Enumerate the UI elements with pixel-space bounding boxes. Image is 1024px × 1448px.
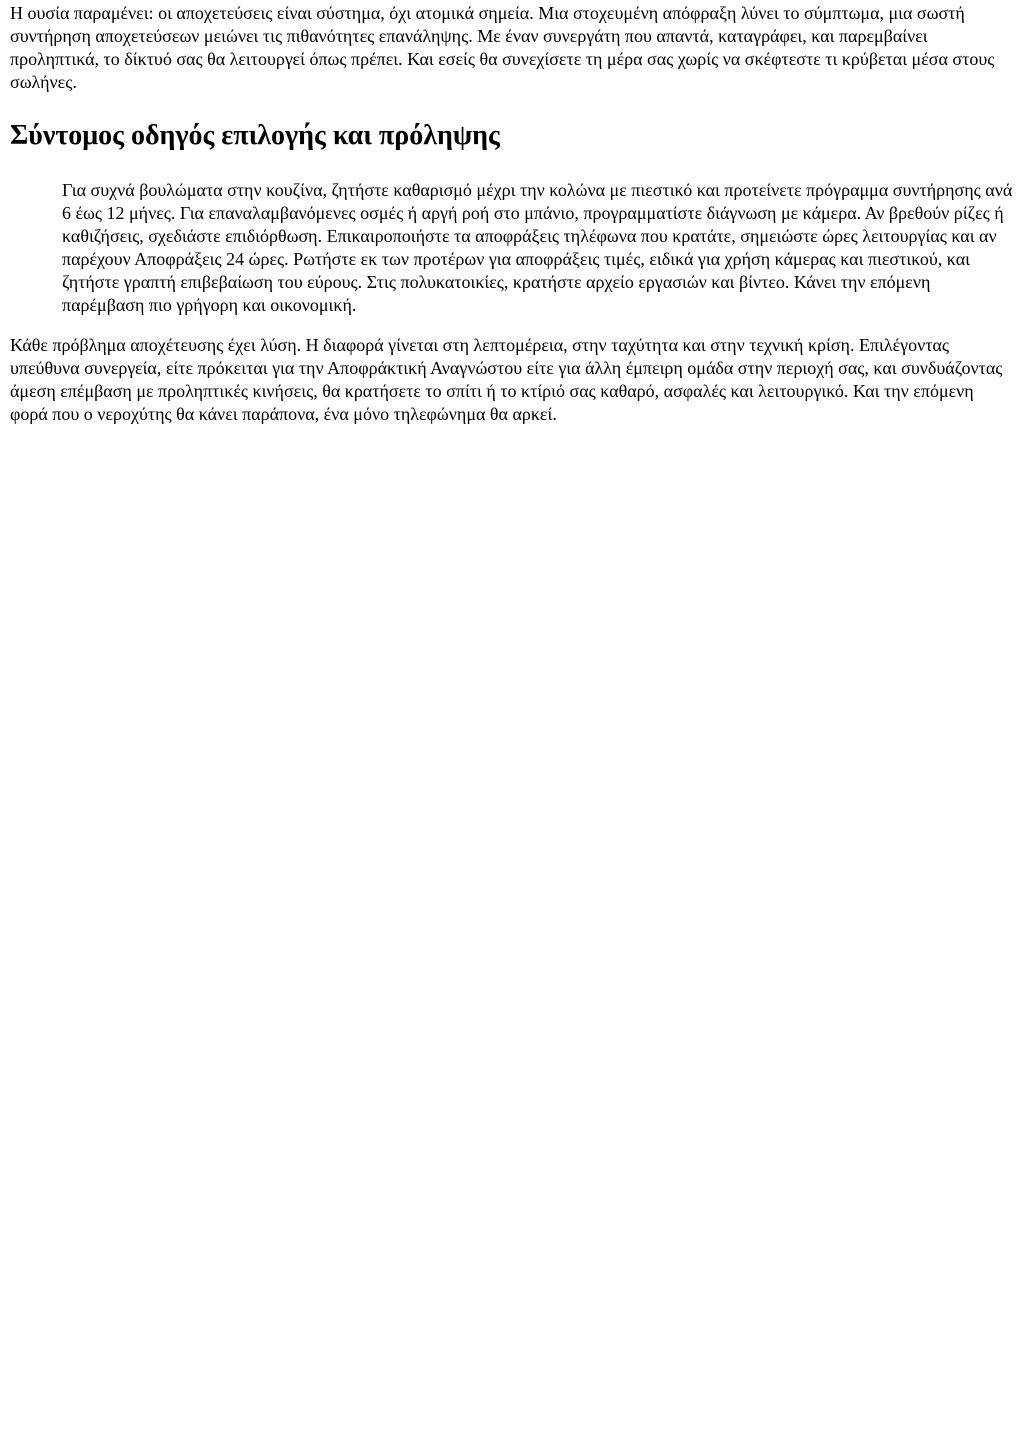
section-heading: Σύντομος οδηγός επιλογής και πρόληψης <box>10 120 500 151</box>
guide-paragraph: Για συχνά βουλώματα στην κουζίνα, ζητήστε καθαρισμό μέχρι την κολώνα με πιεστικό και προτείνετε πρόγραμμα συντήρησης ανά 6 έως 12 μήνες. Για επαναλαμβανόμενες οσμές ή αργή ροή στο μπάνιο, προγραμματίστε διάγνωση με κάμερα. Αν βρεθούν ρίζες ή καθιζήσεις, σχεδιάστε επιδιόρθωση. Επικαιροποιήστε τα αποφράξεις τηλέφωνα που κρατάτε, σημειώστε ώρες λειτουργίας και αν παρέχουν Αποφράξεις 24 ώρες. Ρωτήστε εκ των προτέρων για αποφράξεις τιμές, ειδικά για χρήση κάμερας και πιεστικού, και ζητήστε γραπτή επιβεβαίωση του εύρους. Στις πολυκατοικίες, κρατήστε αρχείο εργασιών και βίντεο. Κάνει την επόμενη παρέμβαση πιο γρήγορη και οικονομική. <box>62 180 1013 315</box>
article-page <box>0 0 1024 426</box>
closing-paragraph: Κάθε πρόβλημα αποχέτευσης έχει λύση. Η διαφορά γίνεται στη λεπτομέρεια, στην ταχύτητα και στην τεχνική κρίση. Επιλέγοντας υπεύθυνα συνεργεία, είτε πρόκειται για την Αποφράκτική Αναγνώστου είτε για άλλη έμπειρη ομάδα στην περιοχή σας, και συνδυάζοντας άμεση επέμβαση με προληπτικές κινήσεις, θα κρατήσετε το σπίτι ή το κτίριό σας καθαρό, ασφαλές και λειτουργικό. Και την επόμενη φορά που ο νεροχύτης θα κάνει παράπονα, ένα μόνο τηλεφώνημα θα αρκεί. <box>10 335 1003 424</box>
guide-blockquote <box>10 179 1014 317</box>
intro-paragraph: Η ουσία παραμένει: οι αποχετεύσεις είναι σύστημα, όχι ατομικά σημεία. Μια στοχευμένη απόφραξη λύνει το σύμπτωμα, μια σωστή συντήρηση αποχετεύσεων μειώνει τις πιθανότητες επανάληψης. Με έναν συνεργάτη που απαντά, καταγράφει, και παρεμβαίνει προληπτικά, το δίκτυό σας θα λειτουργεί όπως πρέπει. Και εσείς θα συνεχίσετε τη μέρα σας χωρίς να σκέφτεστε τι κρύβεται μέσα στους σωλήνες. <box>10 3 995 92</box>
